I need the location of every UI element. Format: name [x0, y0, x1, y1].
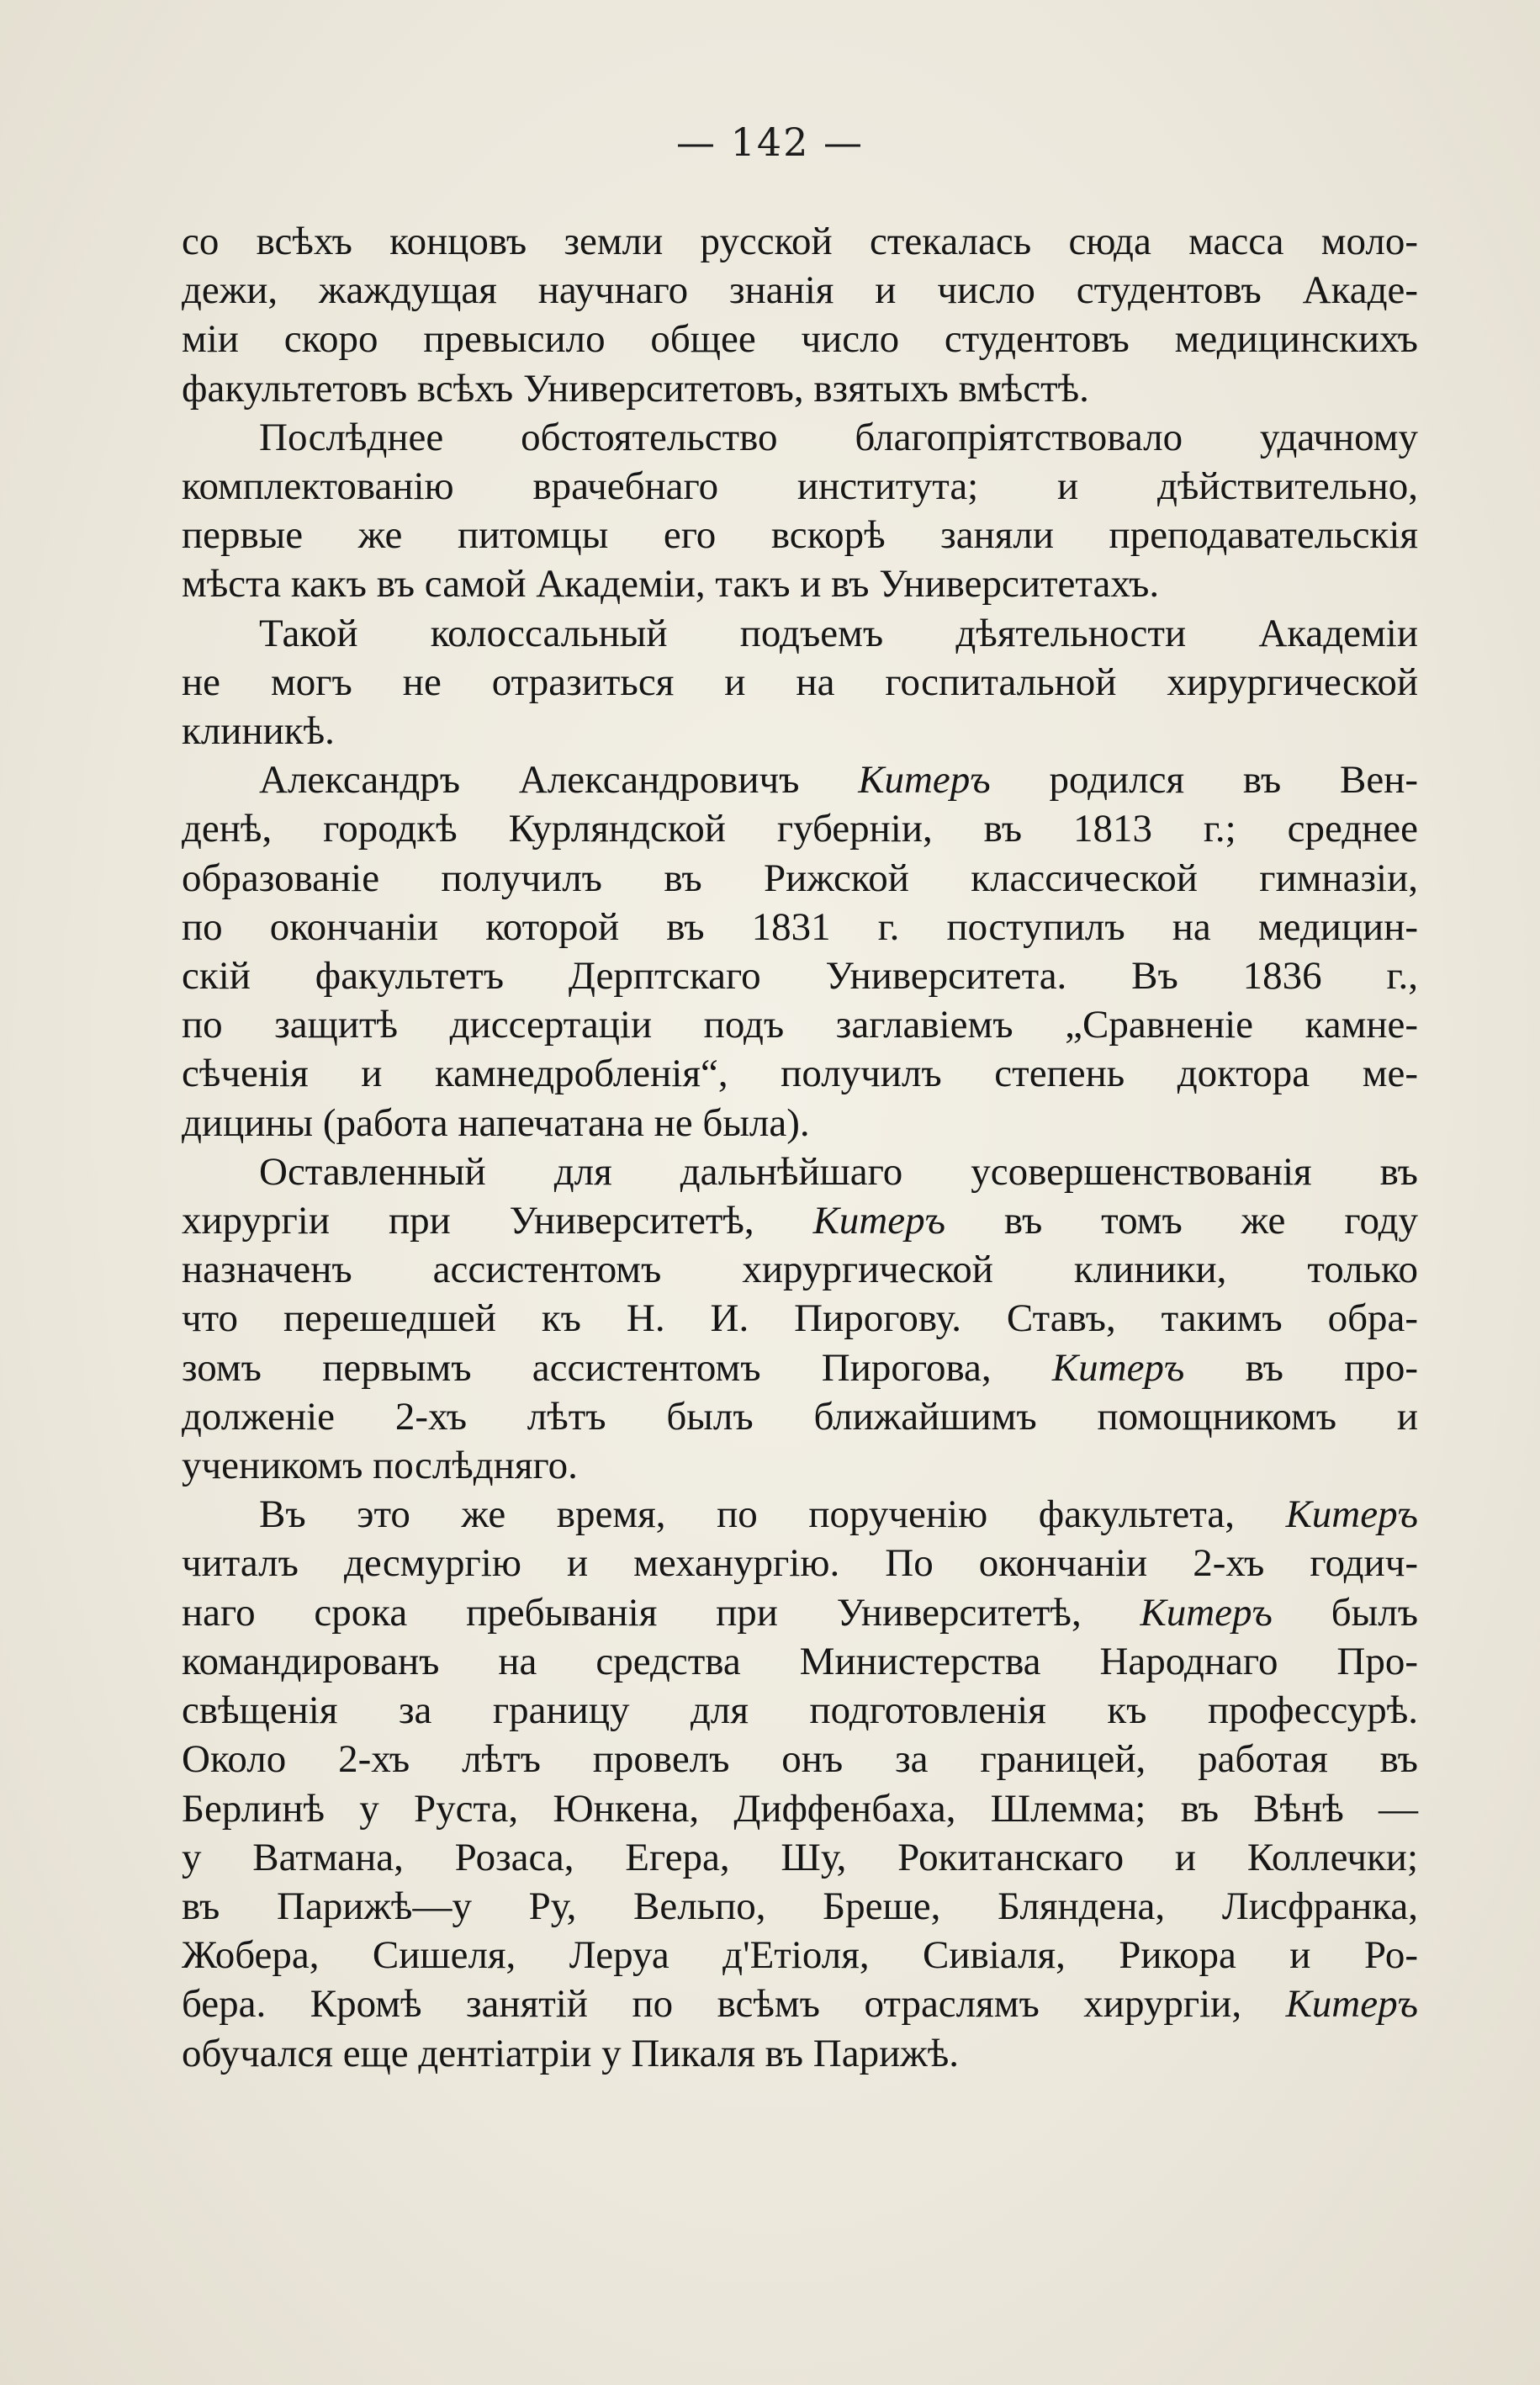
text-line: наго срока пребыванія при Университетѣ, Китеръ былъ: [182, 1590, 1418, 1635]
surname-italic: Китеръ: [1285, 1982, 1418, 2027]
surname-italic: Китеръ: [858, 758, 991, 803]
text-line: образованіе получилъ въ Рижской классической гимназіи,: [182, 856, 1418, 900]
text-line: по окончаніи которой въ 1831 г. поступилъ на медицин-: [182, 904, 1418, 949]
text-line: дицины (работа напечатана не была).: [182, 1100, 810, 1145]
surname-italic: Китеръ: [1140, 1590, 1273, 1635]
text-line: со всѣхъ концовъ земли русской стекалась сюда масса моло-: [182, 220, 1418, 263]
text-line: у Ватмана, Розаса, Егера, Шу, Рокитанскаго и Коллечки;: [182, 1835, 1418, 1879]
text-line: читалъ десмургію и механургію. По окончаніи 2-хъ годич-: [182, 1541, 1418, 1586]
text-line: Послѣднее обстоятельство благопріятствовало удачному: [259, 415, 1418, 459]
text-line: хирургіи при Университетѣ, Китеръ въ томъ же году: [182, 1199, 1418, 1243]
text-line: бера. Кромѣ занятій по всѣмъ отраслямъ хирургіи, Китеръ: [182, 1982, 1418, 2027]
text-line: что перешедшей къ Н. И. Пирогову. Ставъ, такимъ обра-: [182, 1296, 1418, 1341]
text-line: ученикомъ послѣдняго.: [182, 1444, 578, 1488]
text-line: комплектованію врачебнаго института; и дѣйствительно,: [182, 464, 1418, 509]
text-line: мѣста какъ въ самой Академіи, такъ и въ Университетахъ.: [182, 562, 1160, 607]
paragraph: [182, 1147, 1418, 1490]
text-line: сѣченія и камнедробленія“, получилъ степень доктора ме-: [182, 1052, 1418, 1096]
paragraph: [182, 413, 1418, 609]
text-line: обучался еще дентіатріи у Пикаля въ Парижѣ.: [182, 2031, 959, 2075]
text-line: Берлинѣ у Руста, Юнкена, Диффенбаха, Шлемма; въ Вѣнѣ —: [182, 1786, 1418, 1831]
text-line: Такой колоссальный подъемъ дѣятельности Академіи: [259, 611, 1418, 655]
body-text: [182, 217, 1418, 2078]
text-line: Александръ Александровичъ Китеръ родился въ Вен-: [259, 758, 1419, 803]
paragraph: [182, 755, 1418, 1147]
text-line: Въ это же время, по порученію факультета, Китеръ: [259, 1492, 1418, 1537]
text-line: командированъ на средства Министерства Народнаго Про-: [182, 1639, 1418, 1683]
paragraph: [182, 609, 1418, 756]
text-line: назначенъ ассистентомъ хирургической клиники, только: [182, 1248, 1418, 1292]
surname-italic: Китеръ: [1051, 1345, 1185, 1390]
text-line: въ Парижѣ—у Ру, Вельпо, Бреше, Бляндена, Лисфранка,: [182, 1884, 1418, 1928]
text-line: скій факультетъ Дерптскаго Университета. Въ 1836 г.,: [182, 954, 1418, 999]
text-line: не могъ не отразиться и на госпитальной хирургической: [182, 660, 1418, 704]
text-line: денѣ, городкѣ Курляндской губерніи, въ 1813 г.; среднее: [182, 807, 1418, 851]
text-line: по защитѣ диссертаціи подъ заглавіемъ „Сравненіе камне-: [182, 1003, 1418, 1047]
text-line: клиникѣ.: [182, 709, 335, 754]
text-line: долженіе 2-хъ лѣтъ былъ ближайшимъ помощникомъ и: [182, 1394, 1418, 1439]
text-line: Оставленный для дальнѣйшаго усовершенствованія въ: [259, 1149, 1418, 1194]
text-line: первые же питомцы его вскорѣ заняли преподавательскія: [182, 513, 1418, 558]
text-line: факультетовъ всѣхъ Университетовъ, взятыхъ вмѣстѣ.: [182, 366, 1089, 411]
page-number: — 142 —: [675, 119, 865, 165]
text-line: Жобера, Сишеля, Леруа д'Етіоля, Сивіаля, Рикора и Ро-: [182, 1933, 1418, 1978]
text-line: дежи, жаждущая научнаго знанія и число студентовъ Акаде-: [182, 268, 1418, 313]
paragraph: [182, 1490, 1418, 2077]
text-line: свѣщенія за границу для подготовленія къ профессурѣ.: [182, 1688, 1418, 1733]
text-line: зомъ первымъ ассистентомъ Пирогова, Китеръ въ про-: [182, 1345, 1418, 1390]
surname-italic: Китеръ: [1285, 1492, 1418, 1537]
text-line: міи скоро превысило общее число студентовъ медицинскихъ: [182, 317, 1418, 362]
text-line: Около 2-хъ лѣтъ провелъ онъ за границей, работая въ: [182, 1737, 1418, 1782]
paragraph: [182, 217, 1418, 413]
surname-italic: Китеръ: [812, 1199, 945, 1243]
